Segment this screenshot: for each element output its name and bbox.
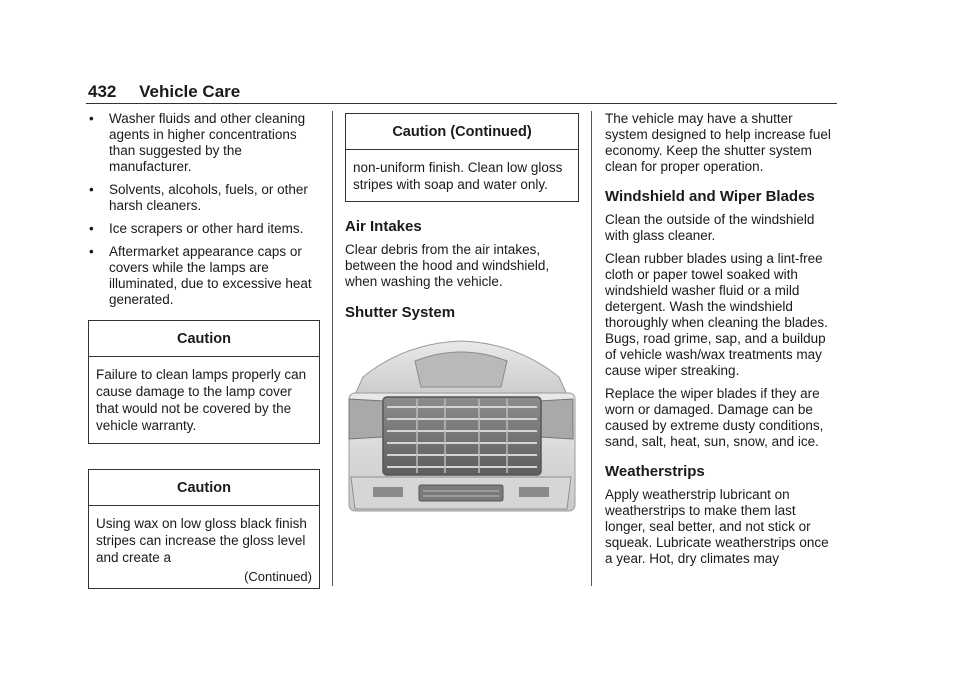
air-intakes-text: Clear debris from the air intakes, between the hood and windshield, when washing the vehicle.: [345, 242, 550, 289]
heading-air-intakes: Air Intakes: [345, 218, 422, 235]
caution-body: Failure to clean lamps properly can cause damage to the lamp cover that would not be covered by the vehicle warranty.: [96, 367, 307, 433]
windshield-text: Replace the wiper blades if they are worn or damaged. Damage can be caused by extreme dusty conditions, sand, salt, heat, sun, snow, and ice.: [605, 386, 824, 449]
column-divider-1: [332, 111, 333, 586]
continued-label: (Continued): [244, 569, 312, 584]
caution-title: Caution: [89, 321, 319, 357]
caution-title: Caution (Continued): [346, 114, 578, 150]
caution-box-lamps: [88, 320, 320, 444]
header-rule: [86, 103, 837, 104]
column-divider-2: [591, 111, 592, 586]
bullet-item: • Solvents, alcohols, fuels, or other harsh cleaners.: [88, 182, 320, 214]
windshield-text: Clean rubber blades using a lint-free cloth or paper towel soaked with windshield washer fluid or a mild detergent. Wash the windshield thoroughly when cleaning the blades. Bugs, road grime, sap, and a buildup of vehicle wash/wax treatments may cause wiper streaking.: [605, 251, 828, 378]
heading-windshield: Windshield and Wiper Blades: [605, 188, 815, 205]
caution-box-continued: [345, 113, 579, 202]
bullet-item: • Washer fluids and other cleaning agents in higher concentrations than suggested by the manufacturer.: [88, 111, 320, 175]
heading-weatherstrips: Weatherstrips: [605, 463, 705, 480]
bullet-item: • Aftermarket appearance caps or covers while the lamps are illuminated, due to excessive heat generated.: [88, 244, 320, 308]
caution-body: Using wax on low gloss black finish stripes can increase the gloss level and create a: [96, 516, 307, 565]
page-header: [88, 82, 240, 102]
caution-box-wax: [88, 469, 320, 589]
page-number: 432: [88, 82, 117, 101]
bullet-item: • Ice scrapers or other hard items.: [88, 221, 320, 237]
caution-title: Caution: [89, 470, 319, 506]
section-title: Vehicle Care: [139, 82, 241, 101]
heading-shutter-system: Shutter System: [345, 304, 456, 321]
windshield-text: Clean the outside of the windshield with glass cleaner.: [605, 212, 815, 243]
truck-grille-image: [345, 339, 577, 527]
caution-body: non-uniform finish. Clean low gloss stripes with soap and water only.: [353, 160, 563, 192]
column-2: [345, 111, 579, 527]
weatherstrips-text: Apply weatherstrip lubricant on weatherstrips to make them last longer, seal better, and not stick or squeak. Lubricate weatherstrips once a year. Hot, dry climates may: [605, 487, 829, 566]
column-3: [605, 111, 839, 574]
shutter-text: The vehicle may have a shutter system designed to help increase fuel economy. Keep the shutter system clean for proper operation.: [605, 111, 831, 174]
bullet-list: [88, 111, 320, 308]
caution-body-wrap: [89, 506, 319, 588]
column-1: [88, 111, 320, 589]
